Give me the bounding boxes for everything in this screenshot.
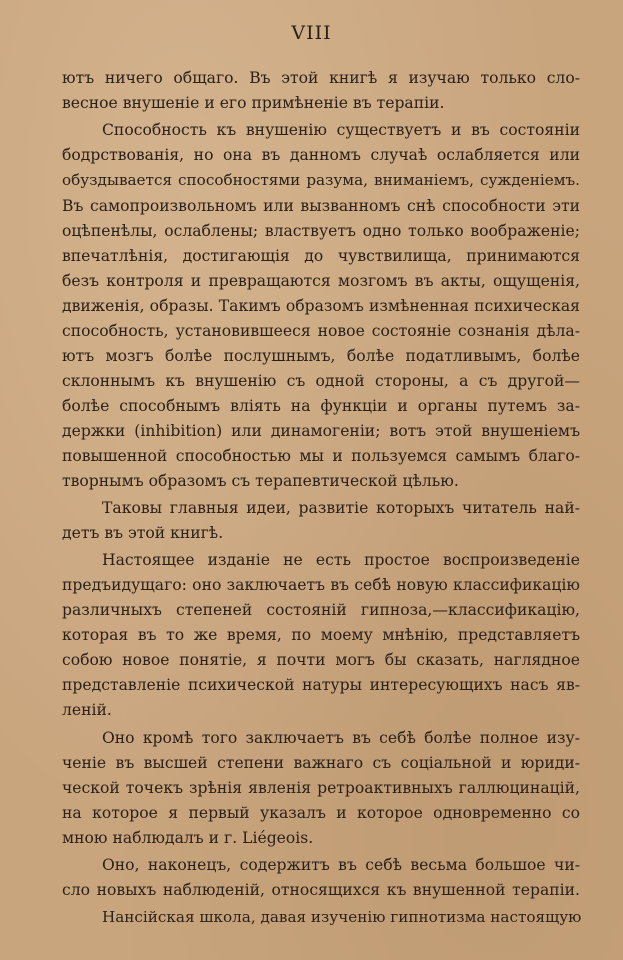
text-line: которая въ то же время, по моему мнѣнію, представляетъ — [62, 626, 580, 644]
text-line: повышенной способностью мы и пользуемся самымъ благо- — [62, 447, 580, 465]
text-line: обуздывается способностями разума, вниманіемъ, сужденіемъ. — [62, 171, 580, 189]
text-line: впечатлѣнія, достигающія до чувствилища, принимаются — [62, 247, 580, 265]
text-line: оцѣпенѣлы, ослаблены; властвуетъ одно только воображеніе; — [62, 222, 580, 240]
text-line: Таковы главныя идеи, развитіе которыхъ читатель най- — [102, 499, 580, 517]
text-line: детъ въ этой книгѣ. — [62, 524, 224, 542]
text-line: Настоящее изданіе не есть простое воспроизведеніе — [102, 551, 580, 569]
text-line: различныхъ степеней состояній гипноза,—классификацію, — [62, 601, 580, 619]
text-line: держки (inhibition) или динамогеніи; вотъ этой внушеніемъ — [62, 422, 580, 440]
text-line: леній. — [62, 701, 112, 719]
text-line: ютъ мозгъ болѣе послушнымъ, болѣе податливымъ, болѣе — [62, 347, 580, 365]
text-line: собою новое понятіе, я почти могъ бы сказать, наглядное — [62, 651, 580, 669]
text-line: Оно кромѣ того заключаетъ въ себѣ болѣе полное изу- — [102, 729, 580, 747]
text-line: способность, установившееся новое состояніе сознанія дѣла- — [62, 322, 580, 340]
text-line: предъидущаго: оно заключаетъ въ себѣ новую классификацію — [62, 576, 580, 594]
text-line: Нансійская школа, давая изученію гипнотизма настоящую — [102, 908, 582, 926]
text-line: Въ самопроизвольномъ или вызванномъ снѣ способности эти — [62, 197, 580, 215]
text-line: ченіе въ высшей степени важнаго съ соціальной и юриди- — [62, 754, 580, 772]
text-line: представленіе психической натуры интересующихъ насъ яв- — [62, 676, 580, 694]
text-line: творнымъ образомъ съ терапевтической цѣлью. — [62, 472, 459, 490]
text-line: весное внушеніе и его примѣненіе въ терапіи. — [62, 94, 445, 112]
text-line: безъ контроля и превращаются мозгомъ въ акты, ощущенія, — [62, 272, 580, 290]
text-line: склоннымъ къ внушенію съ одной стороны, а съ другой— — [62, 372, 580, 390]
text-line: мною наблюдалъ и г. Liégeois. — [62, 829, 314, 847]
text-line: бодрствованія, но она въ данномъ случаѣ ослабляется или — [62, 146, 580, 164]
text-line: болѣе способнымъ вліять на функціи и органы путемъ за- — [62, 397, 580, 415]
page-number: VIII — [291, 22, 332, 44]
text-line: Способность къ внушенію существуетъ и въ состояніи — [102, 121, 580, 139]
text-line: Оно, наконецъ, содержитъ въ себѣ весьма большое чи- — [102, 856, 580, 874]
text-line: сло новыхъ наблюденій, относящихся къ внушенной терапіи. — [62, 881, 580, 899]
text-line: ютъ ничего общаго. Въ этой книгѣ я изучаю только сло- — [62, 69, 580, 87]
text-line: ческой точекъ зрѣнія явленія ретроактивныхъ галлюцинацій, — [62, 779, 580, 797]
text-line: движенія, образы. Такимъ образомъ измѣненная психическая — [62, 297, 580, 315]
text-line: на которое я первый указалъ и которое одновременно со — [62, 804, 580, 822]
